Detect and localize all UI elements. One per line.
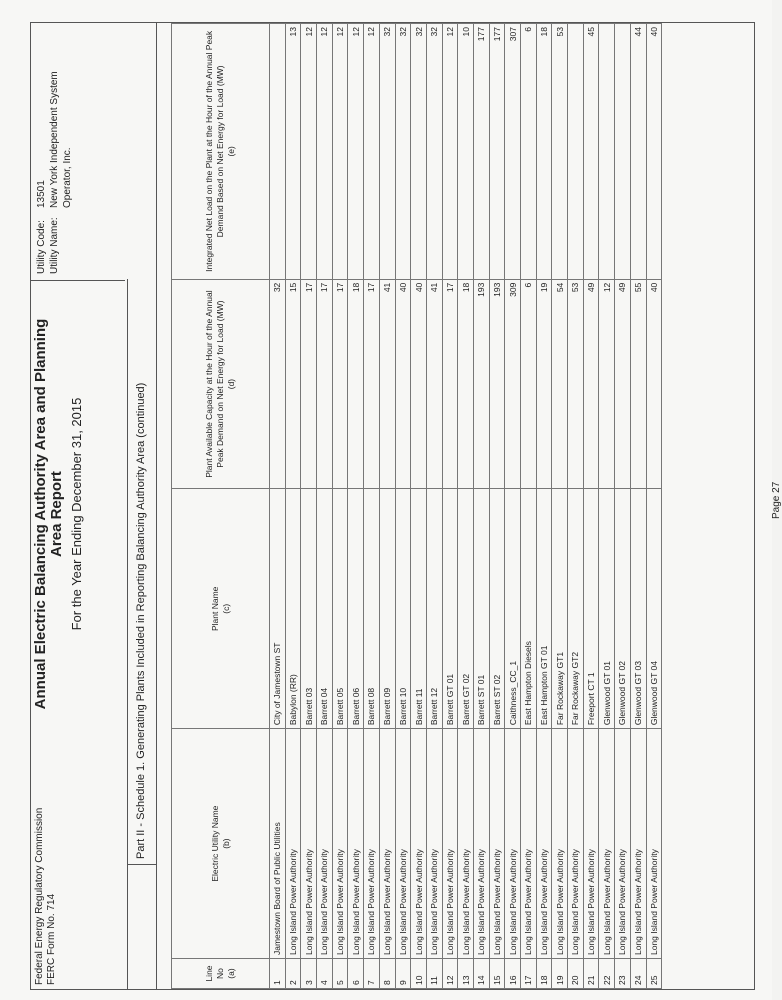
cell-line: 17 xyxy=(521,959,537,989)
table-row xyxy=(489,24,505,989)
cell-utility-name: Long Island Power Authority xyxy=(630,729,646,959)
cell-utility-name: Long Island Power Authority xyxy=(505,729,521,959)
utility-name-label: Utility Name: xyxy=(49,217,60,274)
cell-plant-name: Caithness_CC_1 xyxy=(505,489,521,729)
table-row xyxy=(630,24,646,989)
table-row xyxy=(317,24,333,989)
utility-code-value: 13501 xyxy=(36,180,47,208)
cell-line: 15 xyxy=(489,959,505,989)
cell-capacity: 12 xyxy=(599,279,615,489)
cell-utility-name: Long Island Power Authority xyxy=(411,729,427,959)
cell-line: 3 xyxy=(301,959,317,989)
cell-capacity: 54 xyxy=(552,279,568,489)
cell-line: 24 xyxy=(630,959,646,989)
cell-capacity: 41 xyxy=(426,279,442,489)
cell-capacity: 17 xyxy=(332,279,348,489)
table-row xyxy=(646,24,662,989)
cell-line: 18 xyxy=(536,959,552,989)
cell-utility-name: Long Island Power Authority xyxy=(379,729,395,959)
cell-net-load: 32 xyxy=(426,24,442,280)
cell-capacity: 17 xyxy=(442,279,458,489)
cell-utility-name: Long Island Power Authority xyxy=(285,729,301,959)
cell-plant-name: Barrett ST 01 xyxy=(473,489,489,729)
col-letter-a: (a) xyxy=(226,968,236,979)
table-row xyxy=(442,24,458,989)
report-year: For the Year Ending December 31, 2015 xyxy=(69,397,84,631)
cell-line: 14 xyxy=(473,959,489,989)
cell-capacity: 40 xyxy=(395,279,411,489)
table-row xyxy=(301,24,317,989)
col-header-line xyxy=(172,959,270,989)
part-title: Part II - Schedule 1. Generating Plants Included in Reporting Balancing Authority Area (continued) xyxy=(135,382,147,859)
col-header-load xyxy=(172,24,270,280)
col-letter-b: (b) xyxy=(220,838,231,849)
cell-utility-name: Long Island Power Authority xyxy=(536,729,552,959)
cell-line: 9 xyxy=(395,959,411,989)
col-header-utility xyxy=(172,729,270,959)
cell-net-load: 10 xyxy=(458,24,474,280)
cell-capacity: 18 xyxy=(458,279,474,489)
cell-line: 2 xyxy=(285,959,301,989)
cell-plant-name: Far Rockaway GT2 xyxy=(568,489,584,729)
cell-net-load: 12 xyxy=(317,24,333,280)
cell-utility-name: Long Island Power Authority xyxy=(317,729,333,959)
cell-utility-name: Long Island Power Authority xyxy=(489,729,505,959)
cell-net-load: 32 xyxy=(411,24,427,280)
cell-plant-name: Barrett GT 01 xyxy=(442,489,458,729)
cell-net-load: 12 xyxy=(364,24,380,280)
cell-line: 16 xyxy=(505,959,521,989)
cell-utility-name: Long Island Power Authority xyxy=(473,729,489,959)
cell-net-load xyxy=(599,24,615,280)
cell-utility-name: Long Island Power Authority xyxy=(301,729,317,959)
agency-block xyxy=(34,808,58,985)
table-row xyxy=(615,24,631,989)
cell-capacity: 40 xyxy=(646,279,662,489)
col-letter-d: (d) xyxy=(226,378,236,390)
form-header xyxy=(31,23,157,989)
cell-plant-name: Barrett GT 02 xyxy=(458,489,474,729)
cell-utility-name: Long Island Power Authority xyxy=(568,729,584,959)
col-header-utility-label: Electric Utility Name xyxy=(209,805,220,882)
cell-line: 23 xyxy=(615,959,631,989)
cell-net-load: 6 xyxy=(521,24,537,280)
cell-plant-name: Barrett 06 xyxy=(348,489,364,729)
cell-capacity: 41 xyxy=(379,279,395,489)
cell-capacity: 32 xyxy=(270,279,286,489)
cell-plant-name: Barrett 03 xyxy=(301,489,317,729)
cell-plant-name: Barrett 12 xyxy=(426,489,442,729)
cell-net-load: 32 xyxy=(379,24,395,280)
cell-line: 4 xyxy=(317,959,333,989)
cell-line: 11 xyxy=(426,959,442,989)
table-row xyxy=(473,24,489,989)
cell-utility-name: Jamestown Board of Public Utilities xyxy=(270,729,286,959)
cell-capacity: 193 xyxy=(489,279,505,489)
cell-net-load: 12 xyxy=(332,24,348,280)
cell-line: 22 xyxy=(599,959,615,989)
cell-line: 20 xyxy=(568,959,584,989)
table-row xyxy=(505,24,521,989)
cell-line: 7 xyxy=(364,959,380,989)
table-row xyxy=(379,24,395,989)
cell-utility-name: Long Island Power Authority xyxy=(458,729,474,959)
col-header-capacity-label: Plant Available Capacity at the Hour of the Annual Peak Demand on Net Energy for Load (MW) xyxy=(204,290,225,478)
cell-capacity: 18 xyxy=(348,279,364,489)
cell-net-load: 53 xyxy=(552,24,568,280)
cell-line: 1 xyxy=(270,959,286,989)
table-row xyxy=(395,24,411,989)
table-row xyxy=(552,24,568,989)
cell-utility-name: Long Island Power Authority xyxy=(552,729,568,959)
table-row xyxy=(348,24,364,989)
cell-capacity: 17 xyxy=(364,279,380,489)
table-row xyxy=(458,24,474,989)
cell-utility-name: Long Island Power Authority xyxy=(364,729,380,959)
cell-utility-name: Long Island Power Authority xyxy=(426,729,442,959)
cell-line: 6 xyxy=(348,959,364,989)
cell-net-load xyxy=(568,24,584,280)
table-row xyxy=(364,24,380,989)
cell-capacity: 55 xyxy=(630,279,646,489)
cell-net-load: 13 xyxy=(285,24,301,280)
cell-capacity: 15 xyxy=(285,279,301,489)
cell-line: 25 xyxy=(646,959,662,989)
cell-plant-name: Barrett 10 xyxy=(395,489,411,729)
report-subtitle: Area Report xyxy=(48,471,65,557)
cell-plant-name: Barrett 11 xyxy=(411,489,427,729)
cell-net-load: 307 xyxy=(505,24,521,280)
col-header-line-label: Line No xyxy=(204,965,225,982)
table-row xyxy=(521,24,537,989)
cell-capacity: 309 xyxy=(505,279,521,489)
agency-name: Federal Energy Regulatory Commission xyxy=(34,807,45,985)
table-row xyxy=(583,24,599,989)
cell-capacity: 49 xyxy=(583,279,599,489)
cell-net-load: 18 xyxy=(536,24,552,280)
cell-capacity: 49 xyxy=(615,279,631,489)
cell-utility-name: Long Island Power Authority xyxy=(348,729,364,959)
page-number: Page 27 xyxy=(771,481,782,519)
generating-plants-table xyxy=(171,23,662,989)
report-title-block xyxy=(33,299,85,729)
cell-net-load: 177 xyxy=(489,24,505,280)
cell-net-load: 32 xyxy=(395,24,411,280)
cell-net-load: 40 xyxy=(646,24,662,280)
cell-plant-name: Glenwood GT 01 xyxy=(599,489,615,729)
cell-capacity: 17 xyxy=(301,279,317,489)
table-row xyxy=(426,24,442,989)
cell-utility-name: Long Island Power Authority xyxy=(583,729,599,959)
cell-utility-name: Long Island Power Authority xyxy=(332,729,348,959)
cell-net-load xyxy=(270,24,286,280)
form-number: FERC Form No. 714 xyxy=(46,893,57,985)
cell-net-load xyxy=(615,24,631,280)
col-header-capacity xyxy=(172,279,270,489)
cell-utility-name: Long Island Power Authority xyxy=(395,729,411,959)
form-frame xyxy=(30,22,782,990)
part-divider xyxy=(127,279,128,989)
cell-net-load: 45 xyxy=(583,24,599,280)
cell-plant-name: Barrett 05 xyxy=(332,489,348,729)
utility-info-box xyxy=(31,23,125,281)
cell-plant-name: East Hampton Diesels xyxy=(521,489,537,729)
col-letter-e: (e) xyxy=(226,146,236,157)
cell-plant-name: Glenwood GT 03 xyxy=(630,489,646,729)
cell-utility-name: Long Island Power Authority xyxy=(521,729,537,959)
table-row xyxy=(270,24,286,989)
cell-plant-name: Glenwood GT 04 xyxy=(646,489,662,729)
cell-capacity: 19 xyxy=(536,279,552,489)
table-row xyxy=(285,24,301,989)
cell-line: 5 xyxy=(332,959,348,989)
cell-net-load: 44 xyxy=(630,24,646,280)
cell-plant-name: Barrett 09 xyxy=(379,489,395,729)
cell-line: 12 xyxy=(442,959,458,989)
cell-plant-name: Glenwood GT 02 xyxy=(615,489,631,729)
col-header-load-label: Integrated Net Load on the Plant at the Hour of the Annual Peak Demand Based on Net Energy for Load (MW) xyxy=(204,30,225,272)
utility-name-value: New York Independent System Operator, Inc. xyxy=(49,71,73,208)
cell-plant-name: Barrett 08 xyxy=(364,489,380,729)
cell-capacity: 53 xyxy=(568,279,584,489)
cell-net-load: 177 xyxy=(473,24,489,280)
cell-line: 21 xyxy=(583,959,599,989)
cell-plant-name: Barrett ST 02 xyxy=(489,489,505,729)
cell-plant-name: Babylon (RR) xyxy=(285,489,301,729)
cell-net-load: 12 xyxy=(442,24,458,280)
cell-plant-name: Barrett 04 xyxy=(317,489,333,729)
cell-utility-name: Long Island Power Authority xyxy=(615,729,631,959)
cell-net-load: 12 xyxy=(348,24,364,280)
cell-line: 10 xyxy=(411,959,427,989)
table-body xyxy=(270,24,662,989)
table-row xyxy=(599,24,615,989)
table-row xyxy=(568,24,584,989)
cell-net-load: 12 xyxy=(301,24,317,280)
part-left-rule xyxy=(127,864,156,865)
table-row xyxy=(411,24,427,989)
table-row xyxy=(332,24,348,989)
cell-line: 13 xyxy=(458,959,474,989)
cell-plant-name: Far Rockaway GT1 xyxy=(552,489,568,729)
cell-plant-name: East Hampton GT 01 xyxy=(536,489,552,729)
cell-utility-name: Long Island Power Authority xyxy=(442,729,458,959)
cell-capacity: 193 xyxy=(473,279,489,489)
cell-plant-name: City of Jamestown ST xyxy=(270,489,286,729)
cell-utility-name: Long Island Power Authority xyxy=(646,729,662,959)
col-header-plant-label: Plant Name xyxy=(209,586,220,632)
cell-plant-name: Freeport CT 1 xyxy=(583,489,599,729)
cell-line: 19 xyxy=(552,959,568,989)
cell-capacity: 17 xyxy=(317,279,333,489)
table-header-row xyxy=(172,24,270,989)
col-header-plant xyxy=(172,489,270,729)
cell-line: 8 xyxy=(379,959,395,989)
cell-utility-name: Long Island Power Authority xyxy=(599,729,615,959)
utility-code-label: Utility Code: xyxy=(36,220,47,274)
col-letter-c: (c) xyxy=(220,603,231,614)
report-title: Annual Electric Balancing Authority Area and Planning xyxy=(32,318,49,710)
table-row xyxy=(536,24,552,989)
cell-capacity: 40 xyxy=(411,279,427,489)
cell-capacity: 6 xyxy=(521,279,537,489)
